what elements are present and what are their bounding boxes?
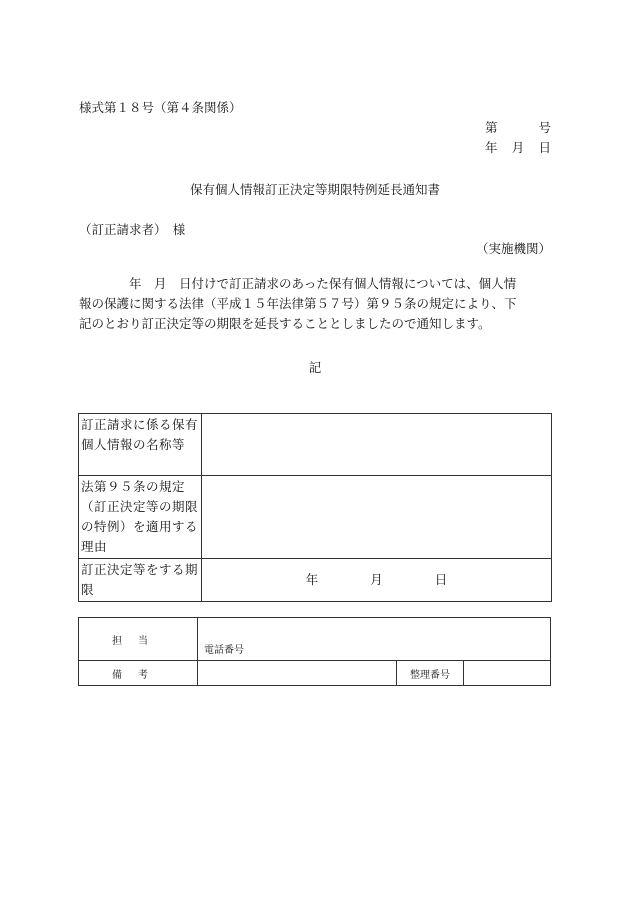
body-line: 年 月 日付けで訂正請求のあった保有個人情報については、個人情 [79, 276, 517, 291]
body-line: 報の保護に関する法律（平成１５年法律第５７号）第９５条の規定により、下 [79, 296, 517, 311]
deadline-month: 月 [370, 572, 383, 587]
info-name-label: 訂正請求に係る保有個人情報の名称等 [79, 414, 202, 476]
document-date [485, 138, 551, 156]
tel-label: 電話番号 [204, 645, 244, 656]
issuing-agency: （実施機関） [475, 241, 551, 256]
document-title: 保有個人情報訂正決定等期限特例延長通知書 [189, 182, 440, 197]
form-number: 様式第１８号（第４条関係） [79, 100, 242, 115]
ki-heading: 記 [308, 360, 322, 375]
date-month: 月 [511, 140, 525, 155]
reference-number-label: 整理番号 [397, 661, 464, 686]
remarks-label: 備考 [79, 661, 198, 686]
deadline-year: 年 [305, 572, 319, 587]
deadline-value[interactable] [202, 559, 552, 602]
info-name-value[interactable] [202, 414, 552, 476]
date-day: 日 [538, 140, 551, 155]
reference-number-value[interactable] [464, 661, 551, 686]
contact-table [78, 617, 551, 686]
body-line: 記のとおり訂正決定等の期限を延長することとしましたので通知します。 [79, 316, 491, 331]
reason-label: 法第９５条の規定（訂正決定等の期限の特例）を適用する理由 [79, 476, 202, 559]
addressee: （訂正請求者） 様 [79, 222, 186, 237]
remarks-value[interactable] [198, 661, 397, 686]
person-in-charge-value[interactable] [198, 618, 551, 661]
deadline-label: 訂正決定等をする期限 [79, 559, 202, 602]
document-number [485, 118, 551, 136]
details-table [78, 413, 552, 602]
reason-value[interactable] [202, 476, 552, 559]
doc-no-prefix: 第 [485, 120, 498, 135]
doc-no-suffix: 号 [538, 120, 551, 135]
person-in-charge-label: 担当 [79, 618, 198, 661]
notice-body [79, 274, 554, 334]
deadline-day: 日 [434, 572, 448, 587]
date-year: 年 [485, 140, 498, 155]
